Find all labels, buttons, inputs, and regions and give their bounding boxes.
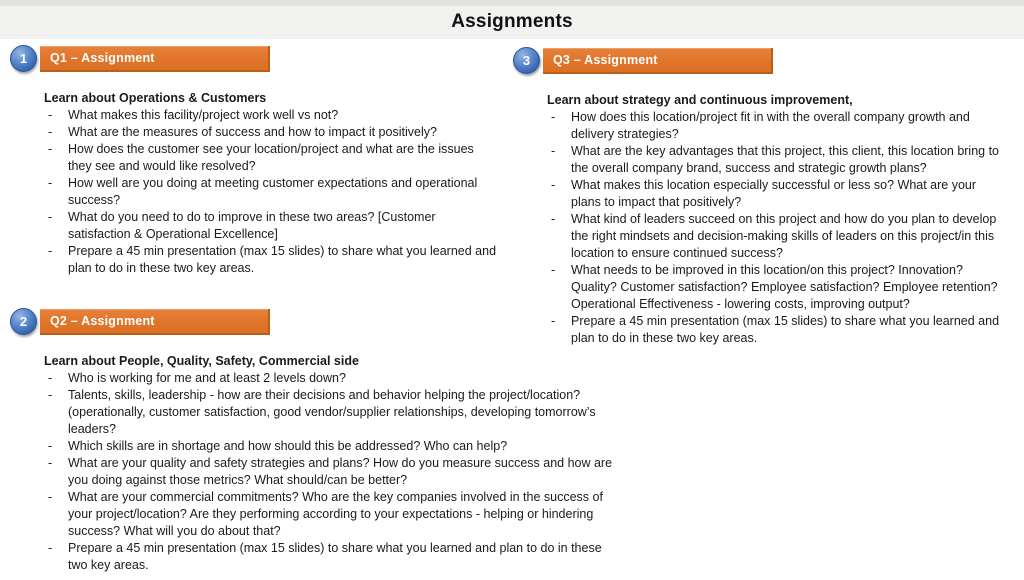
bullet-item [48, 243, 500, 277]
section-q3-content [547, 92, 1009, 347]
section-q3 [513, 47, 1021, 347]
bullet-text: What makes this location especially successful or less so? What are your plans to impact that positively? [571, 178, 977, 209]
section-header-bar [40, 309, 270, 335]
bullet-item [551, 313, 1009, 347]
bullet-item [48, 175, 500, 209]
bullet-dash: - [551, 212, 556, 226]
bullet-text: Prepare a 45 min presentation (max 15 slides) to share what you learned and plan to do in these two key areas. [68, 541, 602, 572]
bullet-dash: - [48, 210, 53, 224]
section-header-label: Q2 – Assignment [50, 313, 155, 328]
bullet-text: How does the customer see your location/project and what are the issues they see and would like resolved? [68, 142, 474, 173]
bullet-item [551, 109, 1009, 143]
bullet-dash: - [551, 314, 556, 328]
bullet-text: What are your quality and safety strategies and plans? How do you measure success and how are you doing against those metrics? What should/can be better? [68, 456, 613, 487]
bullet-text: What kind of leaders succeed on this project and how do you plan to develop the right mindsets and decision-making skills of leaders on this project/in this location to ensure continued success? [571, 212, 997, 260]
bullet-list [551, 109, 1009, 347]
bullet-item [551, 143, 1009, 177]
bullet-dash: - [551, 110, 556, 124]
section-q2-content [44, 353, 616, 574]
bullet-item [551, 262, 1009, 313]
bullet-item [48, 141, 500, 175]
bullet-text: How does this location/project fit in with the overall company growth and delivery strategies? [571, 110, 970, 141]
bullet-dash: - [48, 439, 53, 453]
bullet-dash: - [48, 142, 53, 156]
number-badge: 1 [10, 45, 37, 72]
section-heading: Learn about People, Quality, Safety, Commercial side [44, 354, 359, 368]
section-header-label: Q1 – Assignment [50, 50, 155, 65]
bullet-dash: - [48, 541, 53, 555]
bullet-item [551, 177, 1009, 211]
bullet-list [48, 107, 500, 277]
bullet-item [551, 211, 1009, 262]
bullet-dash: - [48, 125, 53, 139]
section-q3-header [513, 47, 1021, 74]
number-badge: 2 [10, 308, 37, 335]
bullet-dash: - [48, 176, 53, 190]
bullet-item [48, 370, 616, 387]
section-heading: Learn about strategy and continuous improvement, [547, 93, 853, 107]
bullet-list [48, 370, 616, 574]
page-title: Assignments [451, 11, 573, 32]
number-badge: 3 [513, 47, 540, 74]
bullet-text: What makes this facility/project work well vs not? [68, 108, 339, 122]
section-header-bar [40, 46, 270, 72]
bullet-dash: - [551, 178, 556, 192]
bullet-dash: - [551, 144, 556, 158]
bullet-text: What are the key advantages that this project, this client, this location bring to the overall company brand, success and strategic growth plans? [571, 144, 1000, 175]
bullet-text: What needs to be improved in this location/on this project? Innovation? Quality? Customer satisfaction? Employee satisfaction? Employee retention? Operational Effectiveness - lowering costs, improving output? [571, 263, 998, 311]
bullet-text: Which skills are in shortage and how should this be addressed? Who can help? [68, 439, 508, 453]
slide-title-bar [0, 0, 1024, 39]
bullet-item [48, 540, 616, 574]
bullet-item [48, 124, 500, 141]
bullet-dash: - [551, 263, 556, 277]
bullet-dash: - [48, 371, 53, 385]
bullet-text: Prepare a 45 min presentation (max 15 slides) to share what you learned and plan to do in these two key areas. [68, 244, 497, 275]
bullet-dash: - [48, 388, 53, 402]
section-header-bar [543, 48, 773, 74]
bullet-item [48, 489, 616, 540]
bullet-item [48, 107, 500, 124]
bullet-text: What are your commercial commitments? Who are the key companies involved in the success of your project/location? Are they performing according to your expectations - helping or hindering success? What will you do about that? [68, 490, 603, 538]
bullet-dash: - [48, 108, 53, 122]
bullet-text: What do you need to do to improve in these two areas? [Customer satisfaction & Operational Excellence] [68, 210, 436, 241]
bullet-dash: - [48, 490, 53, 504]
section-q1 [10, 45, 512, 277]
section-q1-header [10, 45, 512, 72]
bullet-dash: - [48, 456, 53, 470]
bullet-text: What are the measures of success and how to impact it positively? [68, 125, 437, 139]
section-q2 [10, 308, 622, 574]
bullet-text: Prepare a 45 min presentation (max 15 slides) to share what you learned and plan to do in these two key areas. [571, 314, 1000, 345]
bullet-dash: - [48, 244, 53, 258]
bullet-item [48, 209, 500, 243]
bullet-text: Who is working for me and at least 2 levels down? [68, 371, 346, 385]
bullet-text: How well are you doing at meeting customer expectations and operational success? [68, 176, 478, 207]
bullet-item [48, 387, 616, 438]
section-q1-content [44, 90, 500, 277]
bullet-item [48, 438, 616, 455]
bullet-item [48, 455, 616, 489]
section-heading: Learn about Operations & Customers [44, 91, 267, 105]
section-header-label: Q3 – Assignment [553, 52, 658, 67]
bullet-text: Talents, skills, leadership - how are their decisions and behavior helping the project/location? (operationally, customer satisfaction, good vendor/supplier relationships, developing tomorrow’s leaders? [68, 388, 596, 436]
